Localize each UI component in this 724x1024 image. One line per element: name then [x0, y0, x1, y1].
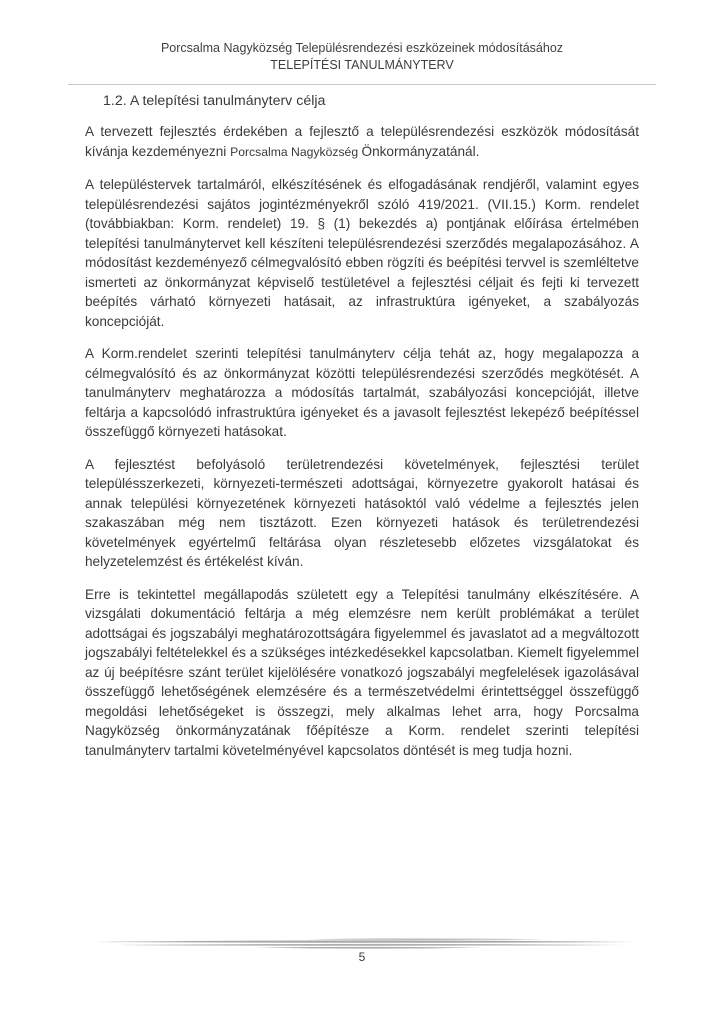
paragraph-1-part1: A tervezett fejlesztés érdekében a fejlesztő a településrendezési eszközök módosítását kívánja kezdeményezni — [85, 124, 639, 159]
paragraph-1 — [85, 122, 639, 162]
document-body — [85, 122, 639, 773]
paragraph-1-municipality: Porcsalma Nagyközség — [230, 144, 362, 159]
paragraph-4: A fejlesztést befolyásoló területrendezési követelmények, fejlesztési terület településszerkezeti, környezeti-természeti adottságai, környezetre gyakorolt hatásai és annak települési környezetének környezeti hatásoktól való védelme a fejlesztés jelen szakaszában még nem tisztázott. Ezen környezeti hatások és területrendezési követelmények egyértelmű feltárása olyan részletesebb előzetes vizsgálatokat és helyzetelemzést és értékelést kíván. — [85, 456, 639, 569]
section-heading: 1.2. A telepítési tanulmányterv célja — [103, 93, 326, 109]
paragraph-2: A településtervek tartalmáról, elkészítésének és elfogadásának rendjéről, valamint egyes településrendezési sajátos jogintézményekről szóló 419/2021. (VII.15.) Korm. rendelet (továbbiakban: Korm. rendelet) 19. § (1) bekezdés a) pontjának előírása értelmében telepítési tanulmánytervet kell készíteni településrendezési szerződés megalapozásához. A módosítást kezdeményező célmegvalósító ebben rögzíti és beépítési tervvel is szemléltetve ismerteti az önkormányzat képviselő testületével a fejlesztési céljait és fejti ki tervezett beépítés várható környezeti hatásait, az infrastruktúra igényeket, a szabályozás koncepcióját. — [85, 177, 639, 329]
page-header — [68, 40, 656, 85]
header-title-line2: TELEPÍTÉSI TANULMÁNYTERV — [270, 58, 454, 72]
page-number: 5 — [358, 950, 366, 964]
header-title-line1: Porcsalma Nagyközség Településrendezési eszközeinek módosításához — [160, 41, 564, 55]
paragraph-1-part3: Önkormányzatánál. — [361, 143, 480, 159]
paragraph-3: A Korm.rendelet szerinti telepítési tanulmányterv célja tehát az, hogy megalapozza a célmegvalósító és az önkormányzat közötti településrendezési szerződés megkötését. A tanulmányterv meghatározza a módosítás tartalmát, szabályozási koncepcióját, illetve feltárja a kapcsolódó infrastruktúra igényeket és a javasolt fejlesztést lekepéző beépítéssel összefüggő környezeti hatásokat. — [85, 346, 639, 439]
paragraph-5: Erre is tekintettel megállapodás született egy a Telepítési tanulmány elkészítésére. A vizsgálati dokumentáció feltárja a még elemzésre nem került problémákat a terület adottságai és jogszabályi meghatározottságára figyelemmel és javaslatot ad a megváltozott jogszabályi feltételekkel és a szükséges intézkedésekkel kapcsolatban. Kiemelt figyelemmel az új beépítésre szánt terület kijelölésére vonatkozó jogszabályi megfelelések igazolásával összefüggő lehetőségének elemzésére és a természetvédelmi érintettséggel összefüggő megoldási lehetőségeket is összegzi, mely alkalmas lehet arra, hogy Porcsalma Nagyközség önkormányzatának főépítésze a Korm. rendelet szerinti telepítési tanulmányterv tartalmi követelményével kapcsolatos döntését is meg tudja hozni. — [85, 586, 639, 758]
